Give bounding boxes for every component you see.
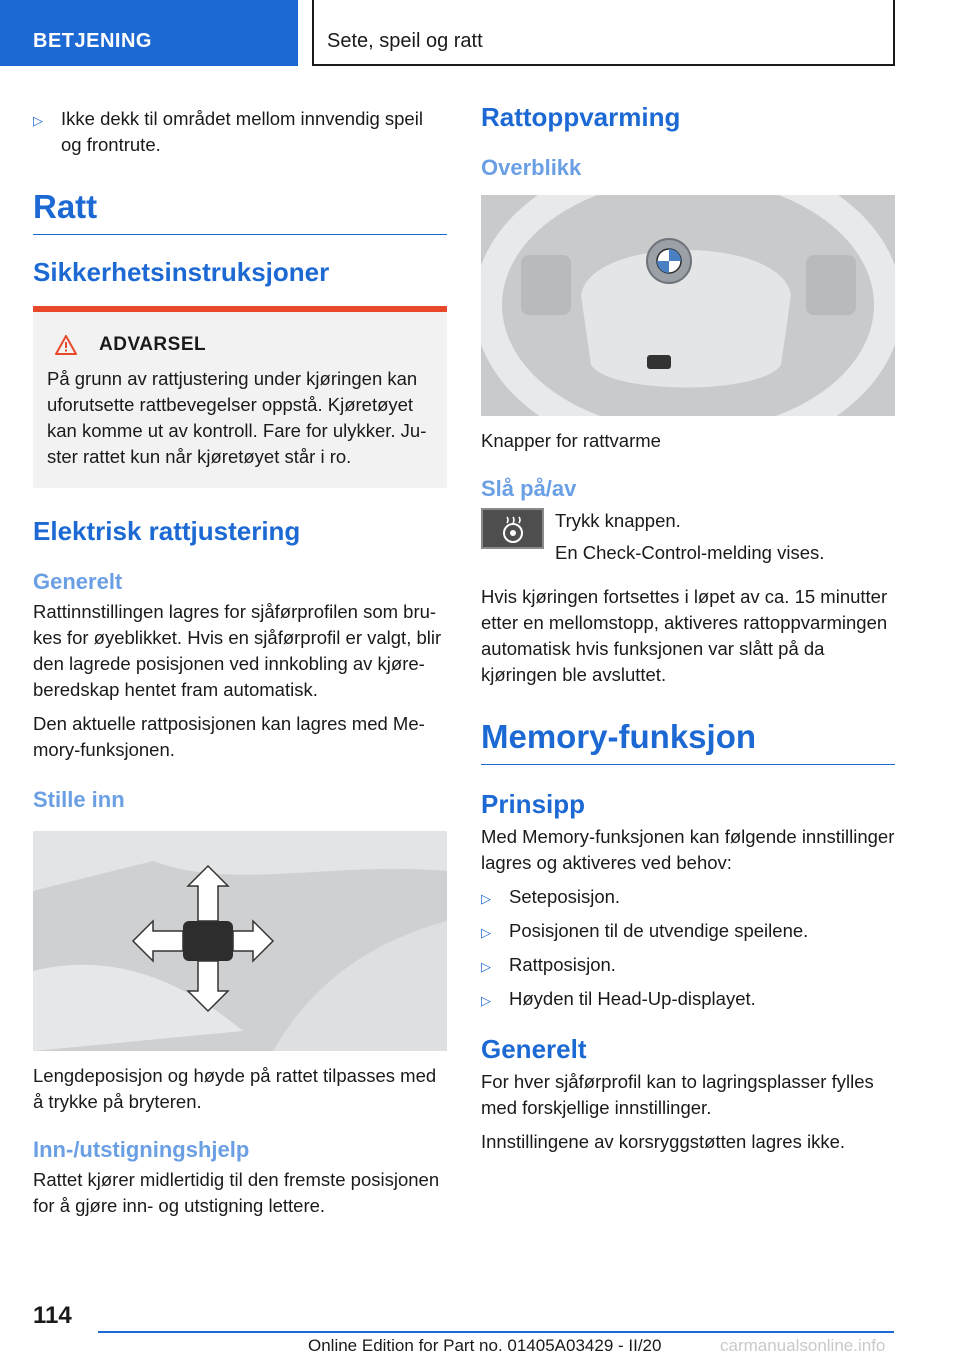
step-text: Trykk knappen.	[555, 510, 681, 531]
warning-text: På grunn av rattjustering under kjøringen kan uforutsette rattbevegelser oppstå. Kjøretøyet kan komme ut av kontroll. Fare for ulykker. Juster rattet kun når kjøretøyet står i ro.	[47, 368, 427, 467]
warning-triangle-icon	[55, 335, 77, 355]
list-item: ▷ Ikke dekk til området mellom innvendig speil og frontrute.	[33, 106, 447, 158]
section-title: BETJENING	[33, 30, 152, 52]
heading-overview: Overblikk	[481, 155, 582, 180]
steering-heat-button-icon	[481, 508, 544, 549]
heading-general: Generelt	[33, 569, 123, 594]
heading-heating: Rattoppvarming	[481, 102, 681, 132]
image-caption: Lengdeposisjon og høyde på rattet tilpasses med å trykke på bryteren.	[33, 1065, 437, 1112]
steering-wheel-image	[481, 195, 895, 416]
left-column	[33, 100, 447, 1227]
warning-label: ADVARSEL	[99, 334, 207, 355]
chapter-title: Sete, speil og ratt	[327, 30, 483, 52]
warning-box	[33, 306, 447, 488]
list-item: ▷ Rattposisjon.	[481, 952, 895, 980]
paragraph: Rattet kjører midlertidig til den fremste posisjonen for å gjøre inn- og utstigning lettere.	[33, 1169, 440, 1216]
paragraph: Med Memory-funksjonen kan følgende innstillinger lagres og aktiveres ved behov:	[481, 826, 895, 873]
paragraph: Rattinnstillingen lagres for sjåførprofilen som brukes for øyeblikket. Hvis en sjåførprofil er valgt, blir den lagrede posisjonen ved innkobling av kjøreberedskap hentet fram automatisk.	[33, 601, 442, 700]
edition-text: Online Edition for Part no. 01405A03429 - II/20	[308, 1336, 662, 1355]
bullet-triangle-icon: ▷	[481, 891, 491, 906]
bullet-triangle-icon: ▷	[481, 993, 491, 1008]
image-caption: Knapper for rattvarme	[481, 430, 661, 451]
steering-adjust-image	[33, 831, 447, 1051]
section-tab	[0, 0, 298, 66]
heading-onoff: Slå på/av	[481, 476, 577, 501]
heading-memory: Memory-funksjon	[481, 718, 895, 765]
step-text: En Check-Control-melding vises.	[555, 542, 825, 563]
heading-ratt: Ratt	[33, 188, 447, 235]
bullet-triangle-icon: ▷	[481, 959, 491, 974]
heading-electric: Elektrisk rattjustering	[33, 516, 301, 546]
chapter-box	[312, 0, 895, 66]
heading-principle: Prinsipp	[481, 789, 586, 819]
heading-safety: Sikkerhetsinstruksjoner	[33, 257, 330, 287]
list-item: ▷ Høyden til Head-Up-displayet.	[481, 986, 895, 1014]
right-column	[481, 100, 895, 1163]
paragraph: Den aktuelle rattposisjonen kan lagres med Memory-funksjonen.	[33, 713, 425, 760]
heading-set: Stille inn	[33, 787, 125, 812]
watermark: carmanualsonline.info	[720, 1336, 886, 1355]
list-item: ▷ Posisjonen til de utvendige speilene.	[481, 918, 895, 946]
onoff-steps	[481, 508, 895, 574]
paragraph: Hvis kjøringen fortsettes i løpet av ca. 15 minutter etter en mellomstopp, aktiveres rattoppvarmingen automatisk hvis funksjonen var slått på da kjøringen ble avsluttet.	[481, 586, 888, 685]
footer-divider	[98, 1331, 894, 1333]
bullet-triangle-icon: ▷	[33, 113, 43, 128]
list-item: ▷ Seteposisjon.	[481, 884, 895, 912]
heading-entry: Inn-/utstigningshjelp	[33, 1137, 250, 1162]
bullet-triangle-icon: ▷	[481, 925, 491, 940]
paragraph: For hver sjåførprofil kan to lagringsplasser fylles med forskjellige innstillinger.	[481, 1071, 874, 1118]
heading-general-memory: Generelt	[481, 1034, 587, 1064]
paragraph: Innstillingene av korsryggstøtten lagres ikke.	[481, 1131, 846, 1152]
page-number: 114	[33, 1302, 72, 1329]
